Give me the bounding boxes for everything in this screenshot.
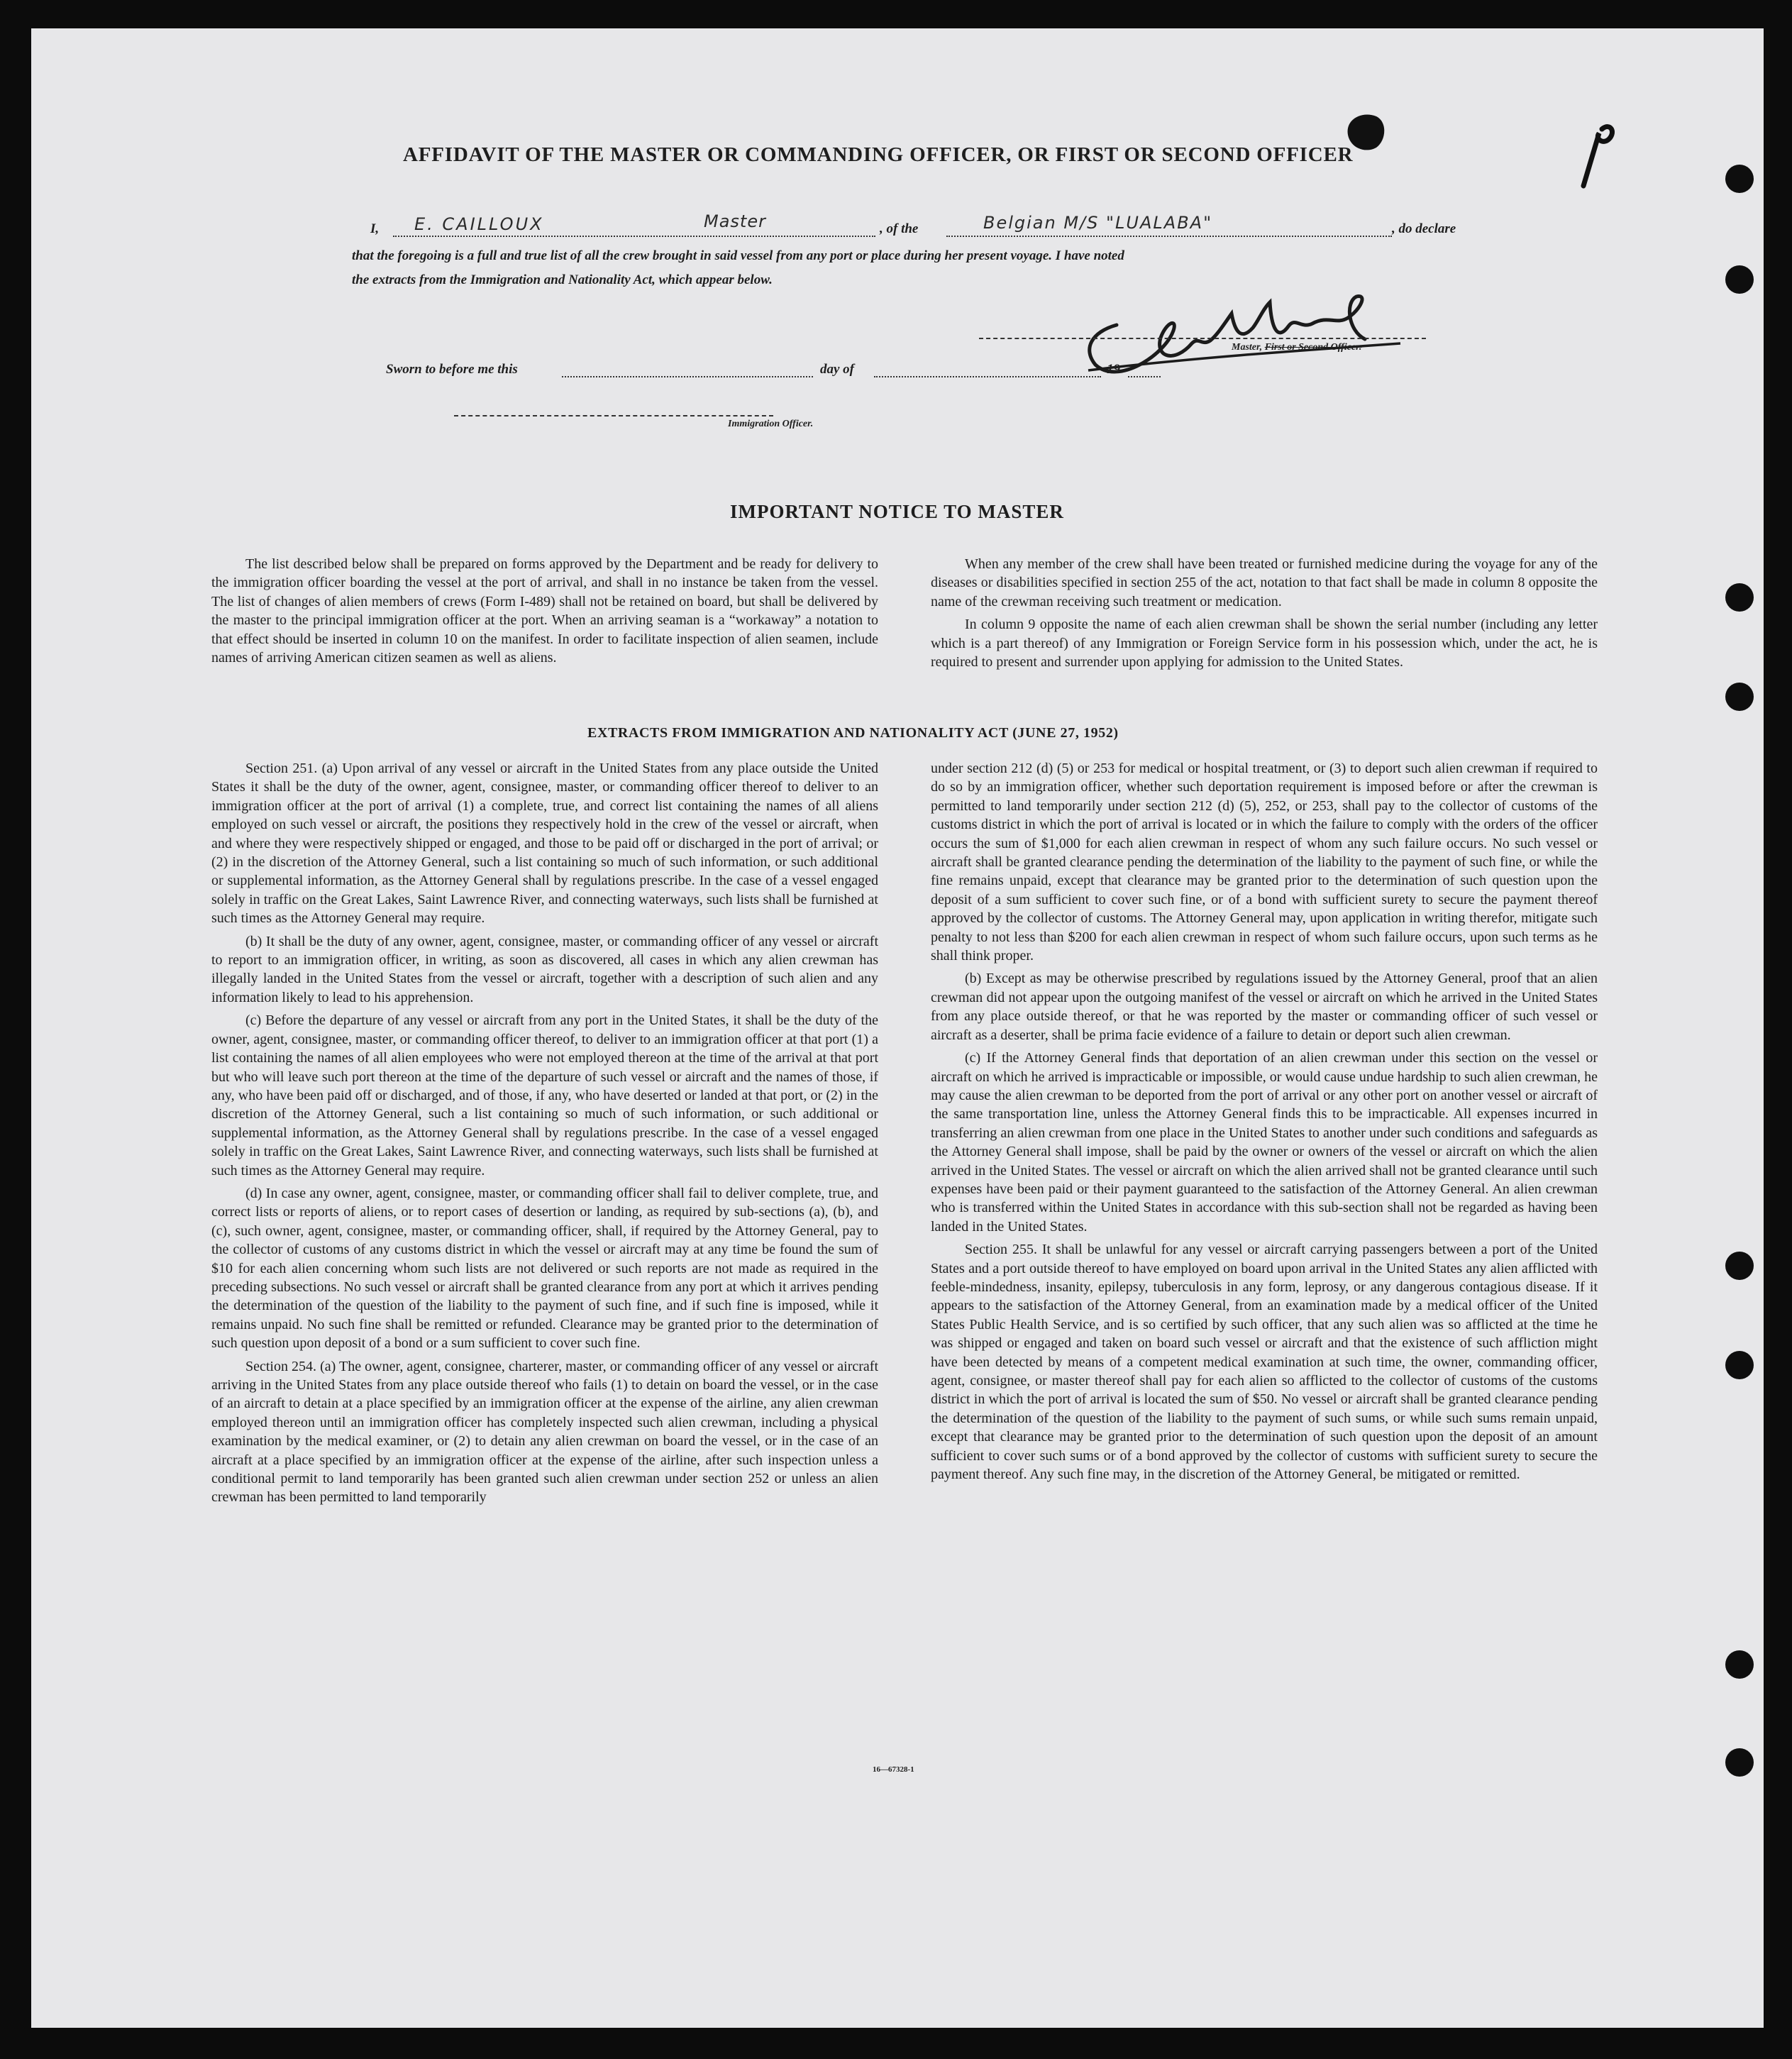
notice-right-column — [931, 555, 1598, 675]
binder-hole — [1725, 1748, 1754, 1777]
extracts-title: EXTRACTS FROM IMMIGRATION AND NATIONALITY ACT (JUNE 27, 1952) — [587, 725, 1119, 741]
form-code: 16—67328-1 — [873, 1765, 914, 1774]
declaration-i-label: I, — [370, 221, 380, 236]
extract-paragraph: under section 212 (d) (5) or 253 for medical or hospital treatment, or (3) to deport such alien crewman if required to do so by an immigration officer, whether such deportation requirement is imposed before or after the crewman is permitted to land temporarily under section 212 (d) (5), 252, or 253, shall pay to the collector of customs of the customs district in which the port of arrival is located or in which the failure to comply with the orders of the officer occurs the sum of $1,000 for each alien crewman in respect of whom any such failure occurs. No such vessel or aircraft shall be granted clearance pending the determination of the liability to the payment of such fine, or while the fine remains unpaid, except that clearance may be granted prior to the determination of such question upon the deposit of a sum sufficient to cover such fine, or of a bond with sufficient surety to secure the payment thereof approved by the collector of customs. The Attorney General may, upon application in writing therefor, mitigate such penalty to not less than $200 for each alien crewman in respect of whom such failure occurs, upon such terms as he shall think proper. — [931, 761, 1598, 964]
master-signature — [1067, 281, 1436, 387]
binder-hole — [1725, 583, 1754, 612]
binder-hole — [1725, 1351, 1754, 1379]
binder-hole — [1725, 1650, 1754, 1679]
day-of-label: day of — [820, 362, 855, 377]
extracts-right-column — [931, 759, 1598, 1488]
year-label: 19 — [1107, 362, 1120, 377]
extracts-left-column — [211, 759, 878, 1511]
extract-paragraph: (c) If the Attorney General finds that deportation of an alien crewman under this section on the vessel or aircraft on which he arrived is impracticable or impossible, or would cause undue hardship to such alien crewman, he may cause the alien crewman to be deported from the port of arrival or any other port on another vessel or aircraft of the same transportation line, unless the Attorney General finds this to be impracticable. All expenses incurred in transferring an alien crewman from one place in the United States to another under such conditions and safeguards as the Attorney General shall impose, shall be paid by the owner or owners of the vessel or aircraft on which the alien arrived in the United States. The vessel or aircraft on which the alien arrived shall not be granted clearance until such expenses have been paid or their payment guaranteed to the satisfaction of the Attorney General. An alien crewman who is transferred within the United States in accordance with this sub-section shall not be regarded as having been landed in the United States. — [931, 1050, 1598, 1235]
sworn-label: Sworn to before me this — [386, 362, 518, 377]
year-line — [1128, 376, 1161, 377]
binder-hole — [1725, 683, 1754, 711]
extract-paragraph: Section 255. It shall be unlawful for any vessel or aircraft carrying passengers between a port of the United States and a port outside thereof to have employed on board upon arrival in the United States any alien afflicted with feeble-mindedness, insanity, epilepsy, tuberculosis in any form, leprosy, or any dangerous contagious disease. If it appears to the satisfaction of the Attorney General, from an examination made by a medical officer of the United States Public Health Service, and is so certified by such officer, that any such alien was so afflicted at the time he was shipped or engaged and taken on board such vessel or aircraft and that the existence of such affliction might have been detected by means of a competent medical examination at such time, the owner, commanding officer, agent, consignee, or master thereof shall pay for each alien so afflicted to the collector of customs of the customs district in which the port of arrival is located the sum of $50. No vessel or aircraft shall be granted clearance pending the determination of the question of the liability to the payment of such sums, or while such sums remain unpaid, except that clearance may be granted prior to the determination of such question upon the deposit of an amount sufficient to cover such sums or of a bond approved by the collector of customs with sufficient surety to secure the payment thereof. Any such fine may, in the discretion of the Attorney General, be mitigated or remitted. — [931, 1242, 1598, 1483]
caption-master: Master, — [1232, 342, 1265, 353]
sworn-day-line — [562, 376, 813, 377]
of-the-label: , of the — [880, 221, 919, 236]
extract-paragraph: Section 251. (a) Upon arrival of any vessel or aircraft in the United States from any place outside the United States it shall be the duty of the owner, agent, consignee, master, or commanding officer thereof to deliver to an immigration officer at the port of arrival (1) a complete, true, and correct list containing the names of all aliens employed on such vessel or aircraft, the positions they respectively hold in the crew of the vessel or aircraft, when and where they were respectively shipped or engaged, and those to be paid off or discharged in the port of arrival; or (2) in the discretion of the Attorney General, such a list containing so much of such information, or such additional or supplemental information, as the Attorney General shall by regulations prescribe. In the case of a vessel engaged solely in traffic on the Great Lakes, Saint Lawrence River, and connecting waterways, such lists shall be furnished at such times as the Attorney General may require. — [211, 761, 878, 927]
declaration-line-3: the extracts from the Immigration and Nationality Act, which appear below. — [352, 272, 773, 287]
extract-paragraph: Section 254. (a) The owner, agent, consignee, charterer, master, or commanding officer of any vessel or aircraft arriving in the United States from any place outside thereof who fails (1) to detain on board the vessel, or in the case of an aircraft to detain at a place specified by an immigration officer at the expense of the airline, any alien crewman employed thereon until an immigration officer has completely inspected such alien crewman, including a physical examination by the medical examiner, or (2) to detain any alien crewman on board the vessel, or in the case of an aircraft at a place specified by an immigration officer at the expense of the airline, after such inspection unless a conditional permit to land temporarily has been granted such alien crewman under section 252 or unless an alien crewman has been permitted to land temporarily — [211, 1358, 878, 1506]
corner-pen-mark — [1573, 115, 1623, 193]
caption-struck-officer: First or Second Officer. — [1264, 342, 1362, 353]
signature-line — [979, 338, 1426, 339]
notice-title: IMPORTANT NOTICE TO MASTER — [730, 501, 1064, 522]
officer-signature-line — [454, 415, 773, 416]
extract-paragraph: (c) Before the departure of any vessel or aircraft from any port in the United States, it shall be the duty of the owner, agent, consignee, master, or commanding officer thereof, to deliver to an immigration officer at that port (1) a list containing the names of all alien employees who were not employed thereon at the time of the arrival at that port but who will leave such port thereon at the time of the departure of such vessel or aircraft and the names of those, if any, who have been paid off or discharged, and of those, if any, who have deserted or landed at that port, or (2) in the discretion of the Attorney General, such a list containing so much of such information, or such additional or supplemental information, as the Attorney General shall by regulations prescribe. In the case of a vessel engaged solely in traffic on the Great Lakes, Saint Lawrence River, and connecting waterways, such lists shall be furnished at such times as the Attorney General may require. — [211, 1012, 878, 1178]
month-line — [874, 376, 1101, 377]
notice-right-paragraph-2: In column 9 opposite the name of each alien crewman shall be shown the serial number (including any letter which is a part thereof) of any Immigration or Foreign Service form in his possession which, under the act, he is required to present and surrender upon applying for admission to the United States. — [931, 617, 1598, 670]
name-rank-line — [393, 236, 875, 237]
do-declare-label: , do declare — [1392, 221, 1456, 236]
extract-paragraph: (b) Except as may be otherwise prescribed by regulations issued by the Attorney General, proof that an alien crewman did not appear upon the outgoing manifest of the vessel or aircraft on which he arrived in the United States from any place outside thereof, or that he was reported by the master or commanding officer of such vessel or aircraft as a deserter, shall be prima facie evidence of a failure to detain or deport such alien crewman. — [931, 971, 1598, 1043]
signature-caption — [1232, 342, 1361, 353]
extract-paragraph: (d) In case any owner, agent, consignee, master, or commanding officer shall fail to deliver complete, true, and correct lists or reports of aliens, or to report cases of desertion or landing, as required by sub-sections (a), (b), and (c), such owner, agent, consignee, master, or commanding officer, shall, if required by the Attorney General, pay to the collector of customs of any customs district in which the vessel or aircraft may at any time be found the sum of $10 for each alien concerning whom such lists are not delivered or such reports are not made as required in the preceding subsections. No such vessel or aircraft shall be granted clearance from any port at which it arrives pending the determination of the question of the liability to the payment of such fine, and if such fine is imposed, while it remains unpaid. No such fine shall be remitted or refunded. Clearance may be granted prior to the determination of such question upon deposit of a bond or a sum sufficient to cover such fine. — [211, 1185, 878, 1352]
master-rank: Master — [704, 211, 766, 231]
declaration-line-2: that the foregoing is a full and true list of all the crew brought in said vessel from any port or place during her present voyage. I have noted — [352, 248, 1124, 263]
notice-left-paragraph: The list described below shall be prepared on forms approved by the Department and be ready for delivery to the immigration officer boarding the vessel at the port of arrival, and shall in no instance be taken from the vessel. The list of changes of alien members of crews (Form I-489) shall not be retained on board, but shall be delivered by the master to the principal immigration officer at the port. When an arriving seaman is a “workaway” a notation to that effect should be inserted in column 10 on the manifest. In order to facilitate inspection of alien seamen, include names of arriving American citizen seamen as well as aliens. — [211, 556, 878, 666]
vessel-name: Belgian M/S "LUALABA" — [983, 213, 1213, 233]
binder-hole — [1725, 1252, 1754, 1280]
affidavit-title: AFFIDAVIT OF THE MASTER OR COMMANDING OFFICER, OR FIRST OR SECOND OFFICER — [403, 143, 1354, 166]
vessel-line — [946, 236, 1392, 237]
binder-hole — [1725, 265, 1754, 294]
binder-hole — [1725, 165, 1754, 193]
notice-right-paragraph-1: When any member of the crew shall have been treated or furnished medicine during the voyage for any of the diseases or disabilities specified in section 255 of the act, notation to that fact shall be made in column 8 opposite the name of the crewman receiving such treatment or medication. — [931, 556, 1598, 609]
master-name: E. CAILLOUX — [414, 214, 544, 234]
notice-left-column — [211, 555, 878, 671]
document-page — [31, 28, 1764, 2028]
extract-paragraph: (b) It shall be the duty of any owner, agent, consignee, master, or commanding officer of any vessel or aircraft to report to an immigration officer, in writing, as soon as discovered, all cases in which any alien crewman has illegally landed in the United States from the vessel or aircraft, together with a description of such alien and any information likely to lead to his apprehension. — [211, 933, 878, 1005]
immigration-officer-caption: Immigration Officer. — [728, 419, 814, 429]
ink-blot-mark — [1341, 106, 1390, 156]
